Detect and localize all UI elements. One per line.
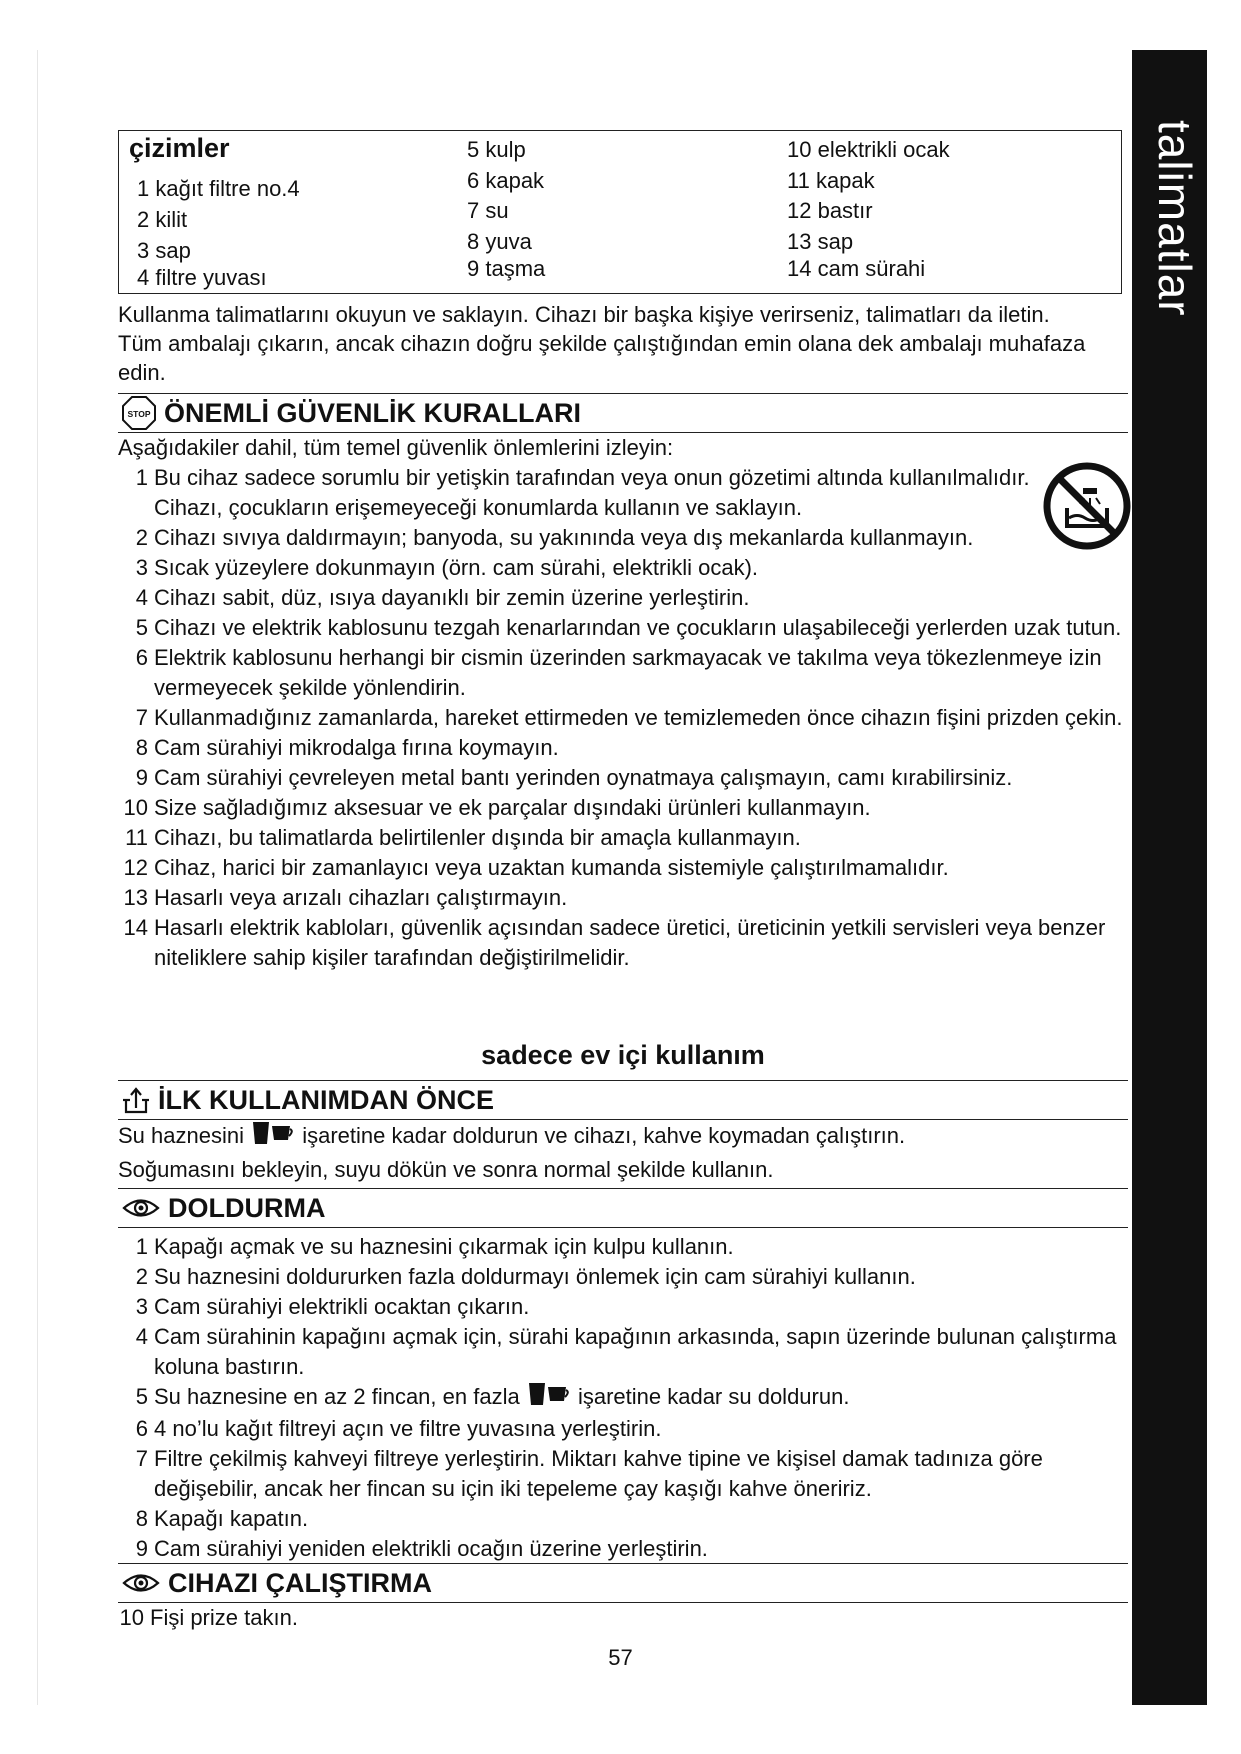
item-text: Cihazı ve elektrik kablosunu tezgah kenarlarından ve çocukların ulaşabileceği yerlerden uzak tutun. <box>154 615 1122 640</box>
part-item: 7 su <box>467 198 509 223</box>
item-text: Sıcak yüzeylere dokunmayın (örn. cam sürahi, elektrikli ocak). <box>154 555 759 580</box>
parts-column-1 <box>137 173 300 290</box>
item-number: 6 <box>135 1416 148 1442</box>
list-item <box>118 793 1128 823</box>
list-item <box>118 1534 1128 1564</box>
first-use-title: İLK KULLANIMDAN ÖNCE <box>158 1084 494 1115</box>
part-item: 5 kulp <box>467 137 526 162</box>
item-text: Filtre çekilmiş kahveyi filtreye yerleştirin. Miktarı kahve tipine ve kişisel damak tadınıza göre değişebilir, ancak her fincan su için iki tepeleme çay kaşığı kahve öneririz. <box>154 1446 1043 1502</box>
safety-list <box>118 433 1128 973</box>
item-text: Cihazı sıvıya daldırmayın; banyoda, su yakınında veya dış mekanlarda kullanmayın. <box>154 525 974 550</box>
part-item: 1 kağıt filtre no.4 <box>137 176 300 201</box>
filling-header <box>118 1188 1128 1228</box>
list-item <box>118 1504 1128 1534</box>
filling-item-5b: işaretine kadar su doldurun. <box>577 1384 850 1409</box>
item-number: 12 <box>123 855 148 880</box>
part-item: 12 bastır <box>787 198 873 223</box>
filling-item-5a: Su haznesine en az 2 fincan, en fazla <box>154 1384 520 1409</box>
item-number: 3 <box>135 1294 148 1319</box>
list-item <box>118 733 1128 763</box>
no-submerge-icon <box>1043 462 1131 550</box>
list-item <box>118 1382 1128 1414</box>
list-item <box>118 913 1128 973</box>
item-text: Bu cihaz sadece sorumlu bir yetişkin tarafından veya onun gözetimi altında kullanılmalıdır. Cihazı, çocukların erişemeyeceği konumlarda kullanın ve saklayın. <box>154 465 1030 520</box>
list-item <box>118 703 1128 733</box>
list-item <box>118 763 1128 793</box>
part-item: 8 yuva <box>467 228 532 254</box>
item-text: Hasarlı elektrik kabloları, güvenlik açısından sadece üretici, üreticinin yetkili servisleri veya benzer niteliklere sahip kişiler tarafından değiştirilmelidir. <box>154 915 1106 970</box>
item-number: 10 <box>123 795 148 820</box>
item-number: 8 <box>135 1506 148 1532</box>
item-number: 9 <box>135 765 148 790</box>
two-cup-mark-icon <box>252 1121 294 1154</box>
list-item <box>118 1603 1128 1633</box>
item-number: 4 <box>135 1324 148 1349</box>
item-text: Cihazı sabit, düz, ısıya dayanıklı bir zemin üzerine yerleştirin. <box>154 585 750 610</box>
item-number: 8 <box>135 735 148 760</box>
stop-icon <box>122 396 156 430</box>
item-text: 4 no’lu kağıt filtreyi açın ve filtre yuvasına yerleştirin. <box>154 1416 662 1442</box>
part-item: 4 filtre yuvası <box>137 265 267 290</box>
item-number: 1 <box>135 1234 148 1259</box>
stop-icon-text: STOP <box>127 409 151 419</box>
item-number: 7 <box>135 705 148 730</box>
item-number: 2 <box>135 525 148 550</box>
list-item <box>118 553 1128 583</box>
parts-column-2 <box>467 135 545 281</box>
part-item: 14 cam sürahi <box>787 256 926 281</box>
intro-line-2: Tüm ambalajı çıkarın, ancak cihazın doğru şekilde çalıştığından emin olana dek ambalajı muhafaza edin. <box>118 331 1086 385</box>
list-item <box>118 883 1128 913</box>
intro-line-1: Kullanma talimatlarını okuyun ve saklayın. Cihazı bir başka kişiye verirseniz, talimatları da iletin. <box>118 302 1050 327</box>
page-edge <box>37 50 38 1705</box>
item-number: 2 <box>135 1264 148 1289</box>
safety-title: ÖNEMLİ GÜVENLİK KURALLARI <box>164 397 581 428</box>
item-number: 1 <box>135 465 148 490</box>
list-item <box>118 523 1128 553</box>
item-text: Hasarlı veya arızalı cihazları çalıştırmayın. <box>154 885 568 910</box>
safety-lead: Aşağıdakiler dahil, tüm temel güvenlik önlemlerini izleyin: <box>118 435 674 460</box>
item-text: Cam sürahiyi çevreleyen metal bantı yerinden oynatmaya çalışmayın, camı kırabilirsiniz. <box>154 765 1013 790</box>
part-item: 13 sap <box>787 228 854 254</box>
item-number: 11 <box>125 825 148 850</box>
filling-title: DOLDURMA <box>168 1192 326 1223</box>
two-cup-mark-icon <box>528 1382 570 1414</box>
eye-icon <box>122 1572 160 1594</box>
page-number: 57 <box>608 1645 633 1670</box>
part-item: 6 kapak <box>467 167 545 193</box>
parts-column-3 <box>787 135 950 281</box>
part-item: 3 sap <box>137 238 191 263</box>
list-item <box>118 823 1128 853</box>
list-item <box>118 583 1128 613</box>
part-item: 2 kilit <box>137 207 188 232</box>
item-text: Fişi prize takın. <box>150 1605 298 1630</box>
list-item <box>118 1292 1128 1322</box>
item-number: 5 <box>135 1384 148 1409</box>
item-number: 5 <box>135 615 148 640</box>
item-number: 4 <box>135 585 148 610</box>
item-text: Cihaz, harici bir zamanlayıcı veya uzaktan kumanda sistemiyle çalıştırılmamalıdır. <box>154 855 949 880</box>
item-number: 7 <box>135 1446 148 1472</box>
item-number: 9 <box>135 1536 148 1562</box>
unpack-icon <box>122 1086 150 1114</box>
parts-title: çizimler <box>129 133 230 163</box>
item-text: Kapağı kapatın. <box>154 1506 309 1532</box>
safety-header <box>118 393 1128 433</box>
first-use-text <box>118 1120 1128 1186</box>
side-tab-label: talimatlar <box>1149 120 1201 317</box>
part-item: 9 taşma <box>467 256 546 281</box>
item-text: Su haznesini doldururken fazla doldurmayı önlemek için cam sürahiyi kullanın. <box>154 1264 916 1289</box>
list-item <box>118 1322 1128 1382</box>
part-item: 11 kapak <box>787 167 875 193</box>
eye-icon <box>122 1197 160 1219</box>
item-text: Cam sürahiyi elektrikli ocaktan çıkarın. <box>154 1294 530 1319</box>
item-text: Cihazı, bu talimatlarda belirtilenler dışında bir amaçla kullanmayın. <box>154 825 801 850</box>
list-item <box>118 1262 1128 1292</box>
list-item <box>118 613 1128 643</box>
item-number: 13 <box>123 885 148 910</box>
item-text: Size sağladığımız aksesuar ve ek parçalar dışındaki ürünleri kullanmayın. <box>154 795 871 820</box>
list-item <box>118 1444 1128 1504</box>
first-use-line-1b: işaretine kadar doldurun ve cihazı, kahve koymadan çalıştırın. <box>302 1123 906 1148</box>
part-item: 10 elektrikli ocak <box>787 137 950 162</box>
household-use-note: sadece ev içi kullanım <box>481 1040 765 1070</box>
item-text: Kullanmadığınız zamanlarda, hareket ettirmeden ve temizlemeden önce cihazın fişini prizden çekin. <box>154 705 1123 730</box>
first-use-line-1a: Su haznesini <box>118 1123 244 1148</box>
item-number: 6 <box>135 645 148 670</box>
list-item <box>118 1414 1128 1444</box>
list-item <box>118 853 1128 883</box>
item-number: 14 <box>123 915 148 940</box>
list-item <box>118 1232 1128 1262</box>
list-item <box>118 463 1128 523</box>
item-number: 3 <box>135 555 148 580</box>
operating-header <box>118 1563 1128 1603</box>
first-use-header <box>118 1080 1128 1120</box>
operating-list <box>118 1603 1128 1633</box>
item-text: Cam sürahinin kapağını açmak için, sürahi kapağının arkasında, sapın üzerinde bulunan çalıştırma koluna bastırın. <box>154 1324 1117 1379</box>
item-text: Elektrik kablosunu herhangi bir cismin üzerinden sarkmayacak ve takılma veya tökezlenmeye izin vermeyecek şekilde yönlendirin. <box>154 645 1102 700</box>
parts-box <box>118 130 1122 294</box>
item-text: Cam sürahiyi mikrodalga fırına koymayın. <box>154 735 559 760</box>
first-use-line-2: Soğumasını bekleyin, suyu dökün ve sonra normal şekilde kullanın. <box>118 1156 774 1182</box>
item-number: 10 <box>119 1605 144 1630</box>
intro-text <box>118 300 1128 387</box>
filling-list <box>118 1232 1128 1564</box>
item-text: Cam sürahiyi yeniden elektrikli ocağın üzerine yerleştirin. <box>154 1536 708 1562</box>
list-item <box>118 643 1128 703</box>
operating-title: CIHAZI ÇALIŞTIRMA <box>168 1567 432 1598</box>
item-text: Kapağı açmak ve su haznesini çıkarmak için kulpu kullanın. <box>154 1234 734 1259</box>
